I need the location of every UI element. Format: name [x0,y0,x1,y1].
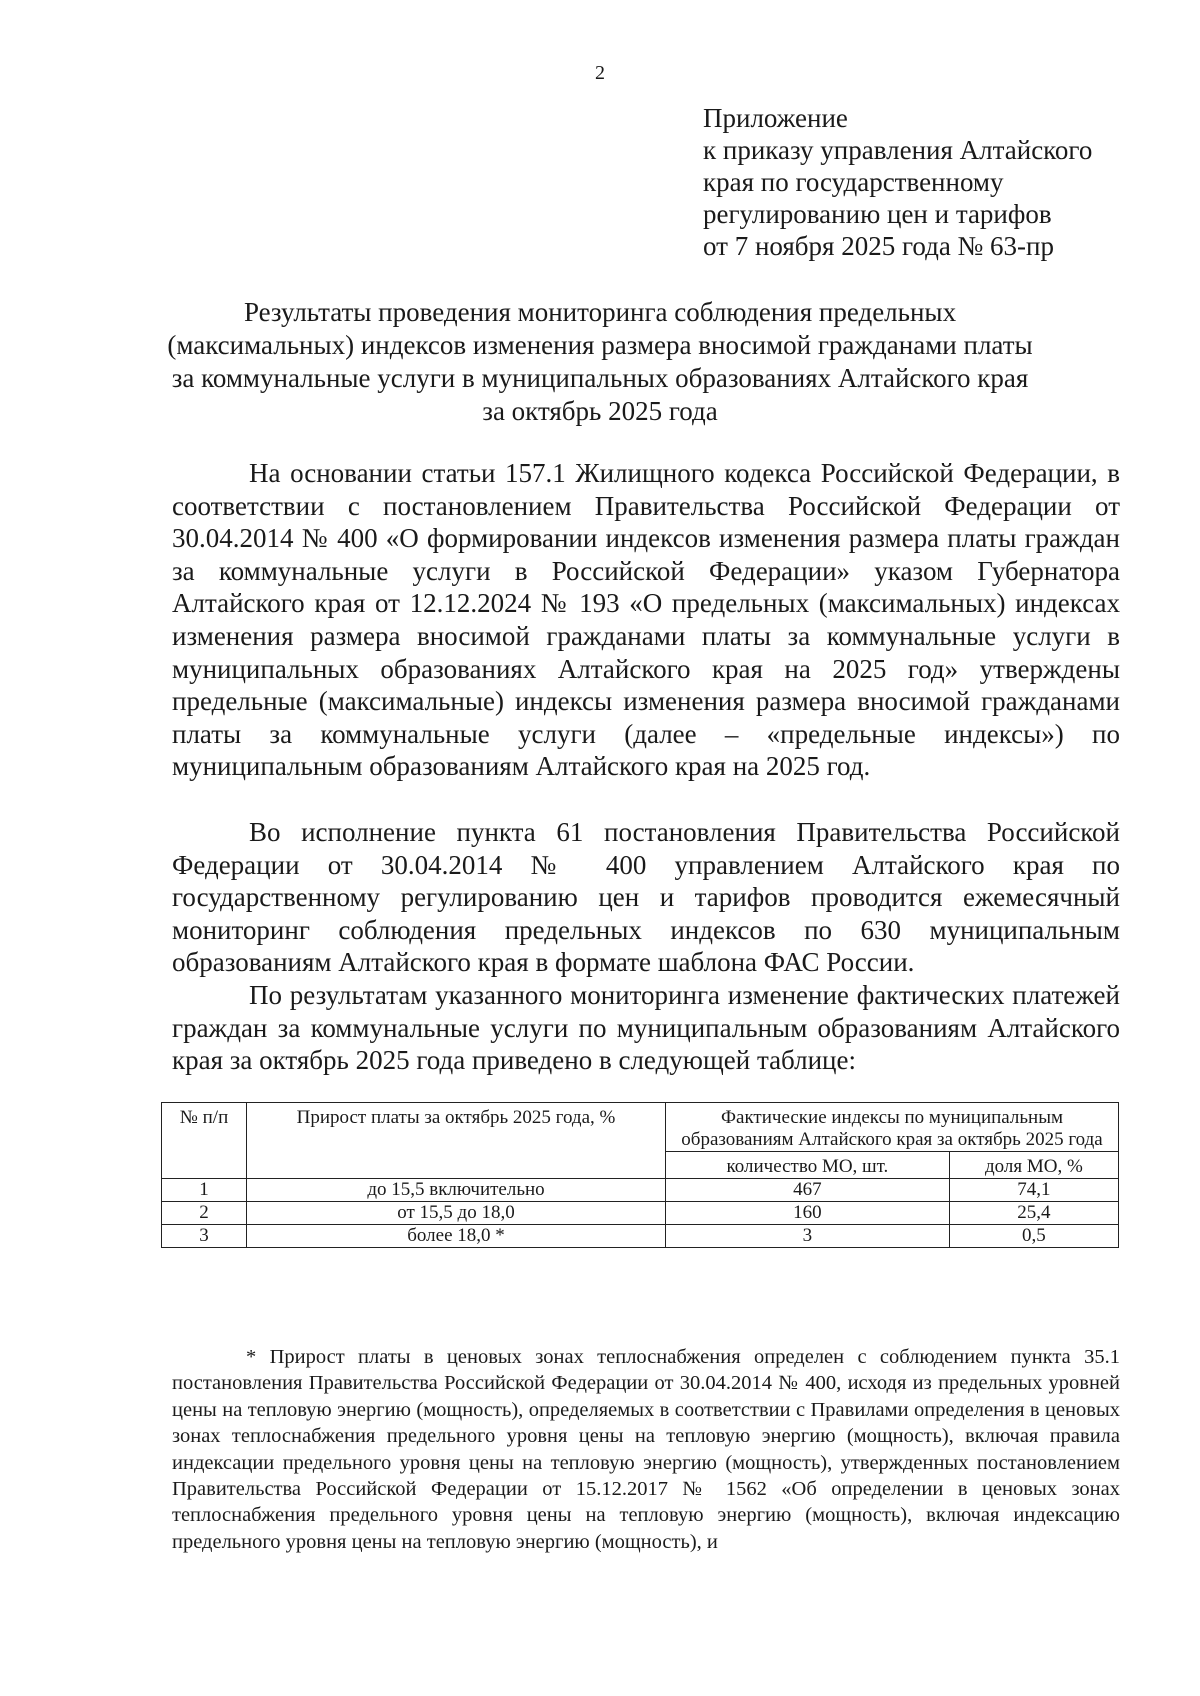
cell-count: 160 [666,1202,950,1225]
cell-num: 3 [162,1225,247,1248]
cell-share: 0,5 [949,1225,1118,1248]
table-row [162,1179,1119,1202]
appendix-line: от 7 ноября 2025 года № 63-пр [703,231,1054,261]
appendix-line: Приложение [703,103,848,133]
paragraph-text: На основании статьи 157.1 Жилищного кодекса Российской Федерации, в соответствии с постановлением Правительства Российской Федерации от 30.04.2014 № 400 «О формировании индексов изменения размера платы граждан за коммунальные услуги в Российской Федерации» указом Губернатора Алтайского края от 12.12.2024 № 193 «О предельных (максимальных) индексах изменения размера вносимой гражданами платы за коммунальные услуги в муниципальных образованиях Алтайского края на 2025 год» утверждены предельные (максимальные) индексы изменения размера вносимой гражданами платы за коммунальные услуги (далее – «предельные индексы») по муниципальным образованиям Алтайского края на 2025 год. [172,458,1120,782]
header-share: доля МО, % [949,1152,1118,1179]
table-row [162,1225,1119,1248]
appendix-line: к приказу управления Алтайского [703,135,1093,165]
header-num: № п/п [162,1103,247,1179]
title-line: за октябрь 2025 года [482,396,718,426]
body-paragraph-legal-basis [172,457,1120,783]
cell-num: 1 [162,1179,247,1202]
cell-growth: от 15,5 до 18,0 [247,1202,666,1225]
header-count: количество МО, шт. [666,1152,950,1179]
paragraph-text: По результатам указанного мониторинга изменение фактических платежей граждан за коммунальные услуги по муниципальным образованиям Алтайского края за октябрь 2025 года приведено в следующей таблице: [172,980,1120,1076]
title-line: (максимальных) индексов изменения размера вносимой гражданами платы [167,330,1033,360]
cell-count: 3 [666,1225,950,1248]
paragraph-text: Во исполнение пункта 61 постановления Правительства Российской Федерации от 30.04.2014 № 400 управлением Алтайского края по государственному регулированию цен и тарифов проводится ежемесячный мониторинг соблюдения предельных индексов по 630 муниципальным образованиям Алтайского края в формате шаблона ФАС России. [172,817,1120,978]
results-table [161,1102,1119,1248]
body-paragraph-monitoring [172,816,1120,979]
table-row [162,1202,1119,1225]
table-header-row [162,1103,1119,1152]
cell-share: 74,1 [949,1179,1118,1202]
cell-growth: более 18,0 * [247,1225,666,1248]
cell-count: 467 [666,1179,950,1202]
header-growth: Прирост платы за октябрь 2025 года, % [247,1103,666,1179]
page-number: 2 [595,62,605,84]
appendix-line: края по государственному [703,167,1004,197]
appendix-block [703,102,1092,262]
appendix-line: регулированию цен и тарифов [703,199,1052,229]
body-paragraph-results [172,979,1120,1077]
title-line: Результаты проведения мониторинга соблюдения предельных [243,297,957,327]
title-line: за коммунальные услуги в муниципальных образованиях Алтайского края [171,363,1029,393]
document-title [150,296,1050,428]
cell-num: 2 [162,1202,247,1225]
cell-growth: до 15,5 включительно [247,1179,666,1202]
cell-share: 25,4 [949,1202,1118,1225]
header-actual-indices: Фактические индексы по муниципальным образованиям Алтайского края за октябрь 2025 года [666,1103,1119,1152]
footnote: * Прирост платы в ценовых зонах теплоснабжения определен с соблюдением пункта 35.1 постановления Правительства Российской Федерации от 30.04.2014 № 400, исходя из предельных уровней цены на тепловую энергию (мощность), определяемых в соответствии с Правилами определения в ценовых зонах теплоснабжения предельного уровня цены на тепловую энергию (мощность), включая правила индексации предельного уровня цены на тепловую энергию (мощность), утвержденных постановлением Правительства Российской Федерации от 15.12.2017 № 1562 «Об определении в ценовых зонах теплоснабжения предельного уровня цены на тепловую энергию (мощность), включая индексацию предельного уровня цены на тепловую энергию (мощность), и [172,1346,1120,1553]
